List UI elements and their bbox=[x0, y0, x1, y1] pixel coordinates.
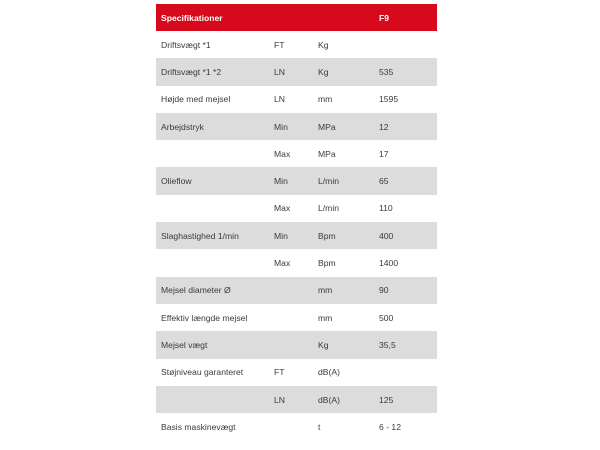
spec-value: 110 bbox=[379, 203, 393, 214]
table-row bbox=[156, 58, 437, 85]
spec-value: 1595 bbox=[379, 94, 399, 105]
spec-unit: MPa bbox=[318, 121, 336, 132]
spec-name: Effektiv længde mejsel bbox=[161, 312, 248, 323]
spec-name: Basis maskinevægt bbox=[161, 421, 236, 432]
spec-condition: FT bbox=[274, 367, 285, 378]
spec-name: Olieflow bbox=[161, 176, 192, 187]
spec-unit: Kg bbox=[318, 339, 329, 350]
spec-value: 35,5 bbox=[379, 339, 396, 350]
table-row bbox=[156, 331, 437, 358]
spec-value: 90 bbox=[379, 285, 389, 296]
spec-unit: MPa bbox=[318, 148, 336, 159]
spec-name: Højde med mejsel bbox=[161, 94, 231, 105]
spec-condition: Min bbox=[274, 121, 288, 132]
spec-unit: Kg bbox=[318, 66, 329, 77]
spec-unit: Bpm bbox=[318, 258, 336, 269]
spec-unit: t bbox=[318, 421, 321, 432]
spec-value: 125 bbox=[379, 394, 394, 405]
spec-condition: LN bbox=[274, 94, 285, 105]
spec-name: Mejsel vægt bbox=[161, 339, 208, 350]
spec-unit: mm bbox=[318, 285, 333, 296]
spec-condition: LN bbox=[274, 66, 285, 77]
table-header-row bbox=[156, 4, 437, 31]
table-row bbox=[156, 277, 437, 304]
spec-value: 65 bbox=[379, 176, 389, 187]
table-row bbox=[156, 222, 437, 249]
spec-name: Støjniveau garanteret bbox=[161, 367, 244, 378]
table-row bbox=[156, 167, 437, 194]
spec-condition: Min bbox=[274, 176, 288, 187]
spec-unit: L/min bbox=[318, 176, 340, 187]
table-row bbox=[156, 86, 437, 113]
table-row bbox=[156, 113, 437, 140]
table-row bbox=[156, 249, 437, 276]
spec-name: Driftsvægt *1 bbox=[161, 39, 211, 50]
spec-value: 535 bbox=[379, 66, 394, 77]
spec-unit: mm bbox=[318, 312, 333, 323]
spec-condition: Max bbox=[274, 203, 291, 214]
spec-condition: Max bbox=[274, 258, 291, 269]
spec-value: 500 bbox=[379, 312, 394, 323]
spec-condition: FT bbox=[274, 39, 285, 50]
spec-unit: Kg bbox=[318, 39, 329, 50]
specifications-table bbox=[156, 4, 437, 440]
spec-value: 400 bbox=[379, 230, 394, 241]
spec-condition: Min bbox=[274, 230, 288, 241]
spec-value: 6 - 12 bbox=[379, 421, 401, 432]
spec-name: Driftsvægt *1 *2 bbox=[161, 66, 222, 77]
header-title: Specifikationer bbox=[161, 12, 223, 23]
table-row bbox=[156, 413, 437, 440]
spec-unit: dB(A) bbox=[318, 394, 340, 405]
spec-unit: L/min bbox=[318, 203, 340, 214]
table-row bbox=[156, 195, 437, 222]
spec-unit: dB(A) bbox=[318, 367, 340, 378]
spec-value: 1400 bbox=[379, 258, 399, 269]
spec-unit: mm bbox=[318, 94, 333, 105]
table-row bbox=[156, 386, 437, 413]
table-row bbox=[156, 31, 437, 58]
table-row bbox=[156, 140, 437, 167]
spec-condition: LN bbox=[274, 394, 285, 405]
spec-name: Arbejdstryk bbox=[161, 121, 204, 132]
table-row bbox=[156, 304, 437, 331]
spec-condition: Max bbox=[274, 148, 291, 159]
spec-value: 12 bbox=[379, 121, 389, 132]
spec-value: 17 bbox=[379, 148, 389, 159]
spec-name: Slaghastighed 1/min bbox=[161, 230, 239, 241]
table-row bbox=[156, 359, 437, 386]
spec-name: Mejsel diameter Ø bbox=[161, 285, 231, 296]
header-model: F9 bbox=[379, 12, 390, 23]
spec-unit: Bpm bbox=[318, 230, 336, 241]
